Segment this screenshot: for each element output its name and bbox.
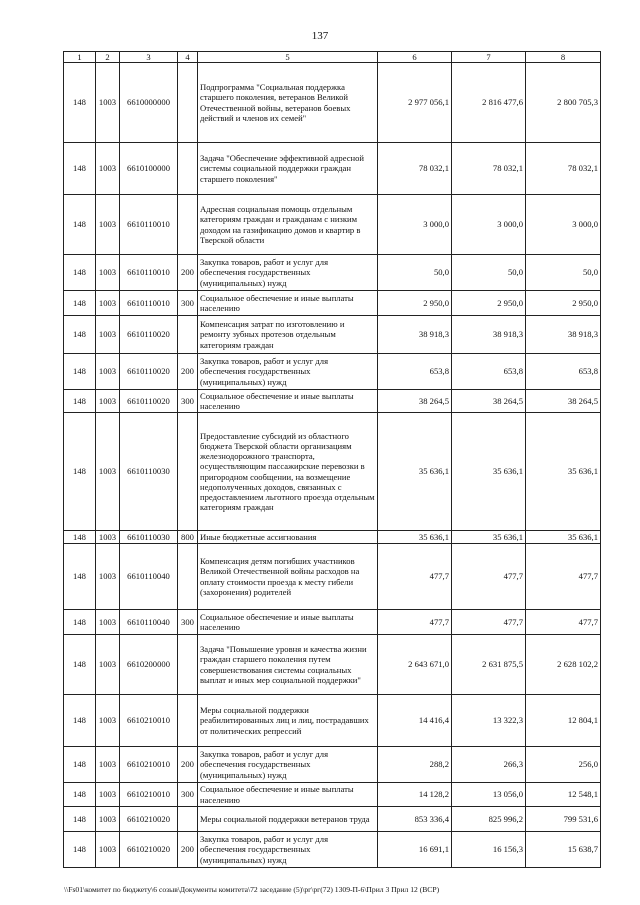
cell-amount-2: 78 032,1: [452, 143, 526, 195]
header-col-4: 4: [178, 52, 198, 63]
cell-section-code: 1003: [96, 747, 120, 783]
cell-section-code: 1003: [96, 695, 120, 747]
cell-amount-1: 38 264,5: [378, 390, 452, 413]
cell-description: Социальное обеспечение и иные выплаты населению: [198, 610, 378, 635]
cell-description: Меры социальной поддержки ветеранов труда: [198, 807, 378, 832]
cell-admin-code: 148: [64, 783, 96, 807]
cell-amount-3: 12 548,1: [526, 783, 601, 807]
cell-section-code: 1003: [96, 635, 120, 695]
table-row: [64, 783, 601, 807]
cell-amount-3: 477,7: [526, 544, 601, 610]
cell-expense-type: [178, 807, 198, 832]
cell-section-code: 1003: [96, 832, 120, 868]
cell-section-code: 1003: [96, 255, 120, 291]
table-row: [64, 531, 601, 544]
cell-amount-1: 477,7: [378, 610, 452, 635]
cell-admin-code: 148: [64, 390, 96, 413]
header-col-2: 2: [96, 52, 120, 63]
table-row: [64, 413, 601, 531]
cell-amount-2: 35 636,1: [452, 413, 526, 531]
cell-amount-2: 477,7: [452, 544, 526, 610]
cell-amount-1: 2 643 671,0: [378, 635, 452, 695]
table-row: [64, 695, 601, 747]
header-col-8: 8: [526, 52, 601, 63]
cell-description: Социальное обеспечение и иные выплаты населению: [198, 291, 378, 316]
cell-amount-3: 2 628 102,2: [526, 635, 601, 695]
cell-description: Компенсация детям погибших участников Великой Отечественной войны расходов на оплату стоимости проезда к месту гибели (захоронения) родителей: [198, 544, 378, 610]
cell-section-code: 1003: [96, 544, 120, 610]
table-row: [64, 747, 601, 783]
table-row: [64, 63, 601, 143]
cell-admin-code: 148: [64, 291, 96, 316]
cell-amount-1: 35 636,1: [378, 531, 452, 544]
cell-expense-type: 300: [178, 783, 198, 807]
table-row: [64, 316, 601, 354]
page-number: 137: [311, 30, 329, 42]
cell-description: Адресная социальная помощь отдельным категориям граждан и гражданам с низким доходом на газификацию домов и квартир в Тверской области: [198, 195, 378, 255]
cell-amount-3: 15 638,7: [526, 832, 601, 868]
cell-admin-code: 148: [64, 195, 96, 255]
cell-amount-3: 38 918,3: [526, 316, 601, 354]
cell-admin-code: 148: [64, 143, 96, 195]
cell-description: Компенсация затрат по изготовлению и ремонту зубных протезов отдельным категориям граждан: [198, 316, 378, 354]
cell-section-code: 1003: [96, 63, 120, 143]
cell-amount-3: 38 264,5: [526, 390, 601, 413]
cell-amount-2: 2 631 875,5: [452, 635, 526, 695]
cell-expense-type: [178, 695, 198, 747]
cell-admin-code: 148: [64, 544, 96, 610]
cell-target-code: 6610110020: [120, 316, 178, 354]
cell-target-code: 6610110010: [120, 195, 178, 255]
cell-admin-code: 148: [64, 832, 96, 868]
cell-amount-1: 2 950,0: [378, 291, 452, 316]
header-col-3: 3: [120, 52, 178, 63]
cell-target-code: 6610110040: [120, 544, 178, 610]
cell-target-code: 6610000000: [120, 63, 178, 143]
cell-target-code: 6610110010: [120, 255, 178, 291]
cell-amount-3: 653,8: [526, 354, 601, 390]
cell-amount-1: 2 977 056,1: [378, 63, 452, 143]
cell-target-code: 6610210010: [120, 695, 178, 747]
cell-target-code: 6610110030: [120, 531, 178, 544]
cell-amount-3: 12 804,1: [526, 695, 601, 747]
cell-amount-3: 2 950,0: [526, 291, 601, 316]
cell-description: Задача "Повышение уровня и качества жизни граждан старшего поколения путем совершенствования системы социальных выплат и иных мер социальной поддержки": [198, 635, 378, 695]
cell-amount-3: 477,7: [526, 610, 601, 635]
cell-amount-2: 38 264,5: [452, 390, 526, 413]
table-header-row: [64, 52, 601, 63]
cell-description: Социальное обеспечение и иные выплаты населению: [198, 390, 378, 413]
cell-admin-code: 148: [64, 531, 96, 544]
cell-amount-3: 256,0: [526, 747, 601, 783]
cell-expense-type: 300: [178, 291, 198, 316]
table-row: [64, 354, 601, 390]
cell-amount-3: 35 636,1: [526, 531, 601, 544]
cell-expense-type: 200: [178, 255, 198, 291]
cell-expense-type: [178, 143, 198, 195]
cell-amount-1: 38 918,3: [378, 316, 452, 354]
cell-section-code: 1003: [96, 413, 120, 531]
cell-target-code: 6610100000: [120, 143, 178, 195]
cell-expense-type: 800: [178, 531, 198, 544]
cell-amount-1: 50,0: [378, 255, 452, 291]
table-row: [64, 255, 601, 291]
cell-target-code: 6610210010: [120, 747, 178, 783]
cell-target-code: 6610200000: [120, 635, 178, 695]
header-col-6: 6: [378, 52, 452, 63]
cell-description: Предоставление субсидий из областного бюджета Тверской области организациям железнодорожного транспорта, осуществляющим пассажирские перевозки в пригородном сообщении, на возмещение недополученных доходов, связанных с предоставлением льготного проезда отдельным категориям граждан: [198, 413, 378, 531]
cell-admin-code: 148: [64, 354, 96, 390]
cell-expense-type: 200: [178, 354, 198, 390]
cell-description: Закупка товаров, работ и услуг для обеспечения государственных (муниципальных) нужд: [198, 354, 378, 390]
cell-expense-type: [178, 413, 198, 531]
table-row: [64, 195, 601, 255]
cell-amount-2: 825 996,2: [452, 807, 526, 832]
cell-amount-1: 288,2: [378, 747, 452, 783]
cell-amount-3: 50,0: [526, 255, 601, 291]
cell-expense-type: 200: [178, 832, 198, 868]
cell-description: Меры социальной поддержки реабилитированных лиц и лиц, пострадавших от политических репрессий: [198, 695, 378, 747]
table-row: [64, 807, 601, 832]
header-col-1: 1: [64, 52, 96, 63]
cell-amount-1: 653,8: [378, 354, 452, 390]
cell-target-code: 6610210020: [120, 807, 178, 832]
cell-target-code: 6610110040: [120, 610, 178, 635]
cell-admin-code: 148: [64, 807, 96, 832]
cell-expense-type: 300: [178, 610, 198, 635]
cell-amount-3: 3 000,0: [526, 195, 601, 255]
cell-description: Иные бюджетные ассигнования: [198, 531, 378, 544]
cell-amount-1: 853 336,4: [378, 807, 452, 832]
cell-amount-2: 266,3: [452, 747, 526, 783]
cell-admin-code: 148: [64, 695, 96, 747]
cell-expense-type: [178, 544, 198, 610]
cell-amount-1: 16 691,1: [378, 832, 452, 868]
table-row: [64, 390, 601, 413]
table-row: [64, 291, 601, 316]
cell-amount-2: 3 000,0: [452, 195, 526, 255]
cell-amount-2: 35 636,1: [452, 531, 526, 544]
cell-section-code: 1003: [96, 783, 120, 807]
cell-admin-code: 148: [64, 316, 96, 354]
cell-section-code: 1003: [96, 195, 120, 255]
cell-amount-3: 2 800 705,3: [526, 63, 601, 143]
table-row: [64, 832, 601, 868]
cell-amount-1: 14 128,2: [378, 783, 452, 807]
cell-amount-2: 2 816 477,6: [452, 63, 526, 143]
cell-admin-code: 148: [64, 63, 96, 143]
cell-admin-code: 148: [64, 255, 96, 291]
cell-target-code: 6610110010: [120, 291, 178, 316]
cell-expense-type: [178, 635, 198, 695]
cell-admin-code: 148: [64, 413, 96, 531]
cell-amount-1: 14 416,4: [378, 695, 452, 747]
cell-description: Закупка товаров, работ и услуг для обеспечения государственных (муниципальных) нужд: [198, 747, 378, 783]
cell-target-code: 6610210020: [120, 832, 178, 868]
cell-admin-code: 148: [64, 610, 96, 635]
cell-amount-1: 3 000,0: [378, 195, 452, 255]
cell-amount-1: 35 636,1: [378, 413, 452, 531]
header-col-7: 7: [452, 52, 526, 63]
cell-amount-2: 2 950,0: [452, 291, 526, 316]
cell-expense-type: [178, 63, 198, 143]
cell-section-code: 1003: [96, 291, 120, 316]
header-col-5: 5: [198, 52, 378, 63]
cell-amount-3: 78 032,1: [526, 143, 601, 195]
file-path-footer: \\Fs01\комитет по бюджету\6 созыв\Документы комитета\72 заседание (5)\рг\рг(72) 1309-П-6\Прил 3 Прил 12 (ВСР): [64, 885, 440, 894]
table-row: [64, 544, 601, 610]
cell-section-code: 1003: [96, 354, 120, 390]
table-row: [64, 143, 601, 195]
cell-section-code: 1003: [96, 390, 120, 413]
budget-table: [63, 51, 601, 868]
cell-expense-type: [178, 316, 198, 354]
cell-description: Социальное обеспечение и иные выплаты населению: [198, 783, 378, 807]
cell-amount-1: 78 032,1: [378, 143, 452, 195]
cell-expense-type: 300: [178, 390, 198, 413]
cell-amount-3: 35 636,1: [526, 413, 601, 531]
cell-amount-2: 16 156,3: [452, 832, 526, 868]
cell-expense-type: 200: [178, 747, 198, 783]
cell-expense-type: [178, 195, 198, 255]
cell-section-code: 1003: [96, 610, 120, 635]
cell-description: Подпрограмма "Социальная поддержка старшего поколения, ветеранов Великой Отечественной войны, ветеранов боевых действий и членов их семей": [198, 63, 378, 143]
cell-target-code: 6610110020: [120, 390, 178, 413]
cell-description: Закупка товаров, работ и услуг для обеспечения государственных (муниципальных) нужд: [198, 832, 378, 868]
cell-section-code: 1003: [96, 143, 120, 195]
cell-target-code: 6610210010: [120, 783, 178, 807]
cell-amount-3: 799 531,6: [526, 807, 601, 832]
cell-section-code: 1003: [96, 531, 120, 544]
cell-amount-2: 653,8: [452, 354, 526, 390]
cell-section-code: 1003: [96, 316, 120, 354]
cell-admin-code: 148: [64, 747, 96, 783]
cell-admin-code: 148: [64, 635, 96, 695]
cell-amount-1: 477,7: [378, 544, 452, 610]
cell-amount-2: 477,7: [452, 610, 526, 635]
cell-amount-2: 13 322,3: [452, 695, 526, 747]
cell-description: Закупка товаров, работ и услуг для обеспечения государственных (муниципальных) нужд: [198, 255, 378, 291]
cell-section-code: 1003: [96, 807, 120, 832]
cell-amount-2: 38 918,3: [452, 316, 526, 354]
cell-amount-2: 50,0: [452, 255, 526, 291]
cell-target-code: 6610110030: [120, 413, 178, 531]
cell-target-code: 6610110020: [120, 354, 178, 390]
table-row: [64, 635, 601, 695]
table-row: [64, 610, 601, 635]
cell-amount-2: 13 056,0: [452, 783, 526, 807]
cell-description: Задача "Обеспечение эффективной адресной системы социальной поддержки граждан старшего поколения": [198, 143, 378, 195]
